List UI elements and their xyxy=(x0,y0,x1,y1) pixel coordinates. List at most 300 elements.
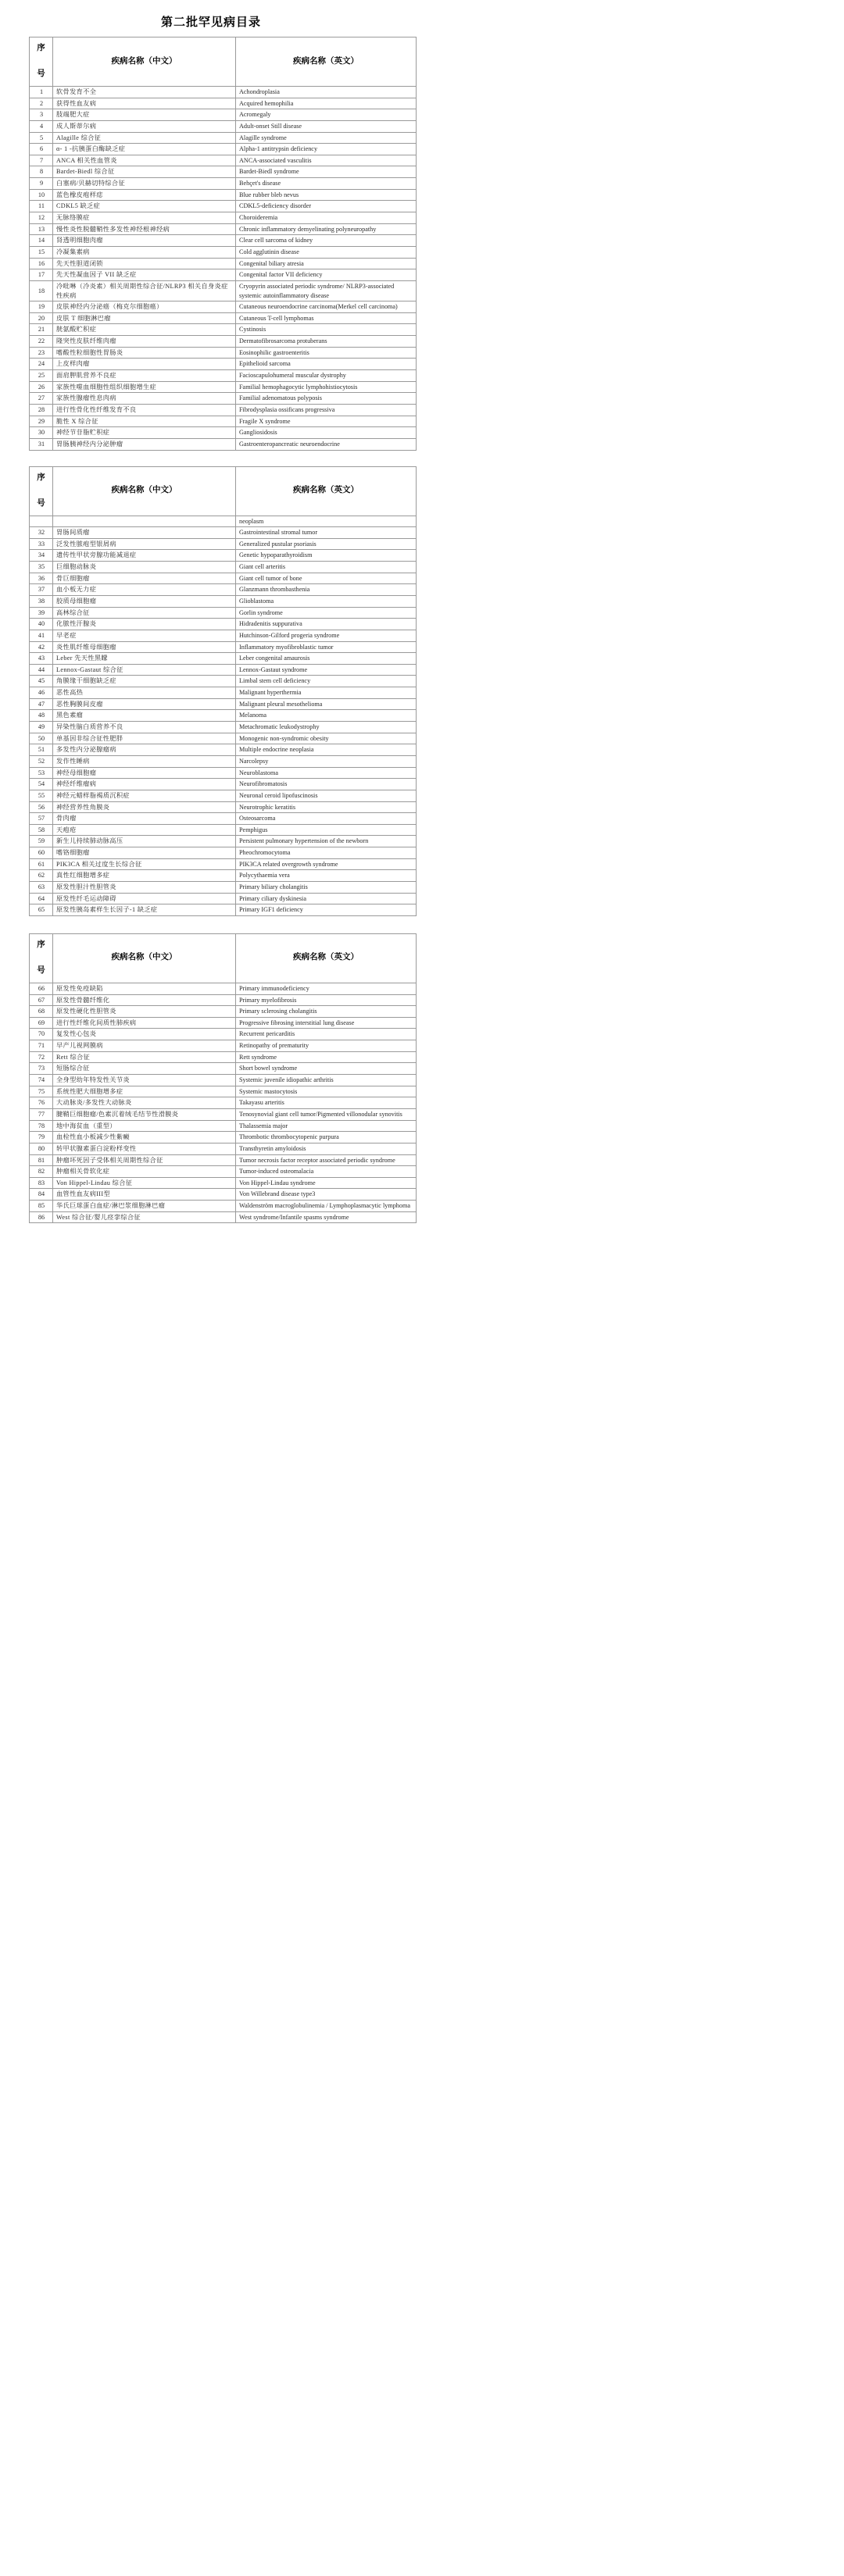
cell-disease-name-en: Monogenic non-syndromic obesity xyxy=(236,733,417,744)
cell-disease-name-en: Gastrointestinal stromal tumor xyxy=(236,527,417,539)
cell-disease-name-cn: 肢端肥大症 xyxy=(53,109,236,121)
column-header-no-line1: 序 xyxy=(37,473,45,482)
cell-disease-name-en: Polycythaemia vera xyxy=(236,870,417,882)
table-row xyxy=(30,1063,417,1075)
cell-disease-name-cn: 骨巨细胞瘤 xyxy=(53,573,236,584)
table-row xyxy=(30,189,417,201)
column-header-no xyxy=(30,37,53,87)
column-header-cn-label: 疾病名称（中文） xyxy=(111,953,177,962)
cell-no: 20 xyxy=(30,312,53,324)
cell-disease-name-en: Dermatofibrosarcoma protuberans xyxy=(236,336,417,348)
cell-disease-name-cn: 肿瘤相关骨软化症 xyxy=(53,1166,236,1178)
cell-disease-name-cn: 神经母细胞瘤 xyxy=(53,767,236,779)
table-row xyxy=(30,144,417,155)
table-row xyxy=(30,527,417,539)
cell-disease-name-cn: 肿瘤坏死因子受体相关周期性综合征 xyxy=(53,1154,236,1166)
cell-disease-name-cn: 泛发性脓疱型银屑病 xyxy=(53,538,236,550)
cell-disease-name-en: Malignant pleural mesothelioma xyxy=(236,698,417,710)
cell-no: 32 xyxy=(30,527,53,539)
table-row xyxy=(30,201,417,212)
cell-disease-name-cn: 早产儿视网膜病 xyxy=(53,1040,236,1052)
cell-disease-name-cn xyxy=(53,516,236,527)
table-row xyxy=(30,1040,417,1052)
rare-disease-table-3 xyxy=(29,933,417,1223)
cell-disease-name-cn: 先天性胆道闭锁 xyxy=(53,258,236,269)
cell-no: 30 xyxy=(30,427,53,439)
table-row xyxy=(30,538,417,550)
cell-disease-name-en: Tumor necrosis factor receptor associated periodic syndrome xyxy=(236,1154,417,1166)
cell-disease-name-en: Giant cell tumor of bone xyxy=(236,573,417,584)
cell-disease-name-en: Von Hippel-Lindau syndrome xyxy=(236,1177,417,1189)
cell-disease-name-en: Giant cell arteritis xyxy=(236,562,417,573)
cell-disease-name-en: Von Willebrand disease type3 xyxy=(236,1189,417,1201)
cell-disease-name-cn: 黑色素瘤 xyxy=(53,710,236,722)
cell-disease-name-en: Tenosynovial giant cell tumor/Pigmented villonodular synovitis xyxy=(236,1108,417,1120)
cell-no: 38 xyxy=(30,595,53,607)
table-row xyxy=(30,212,417,224)
cell-disease-name-en: Lennox-Gastaut syndrome xyxy=(236,664,417,676)
table-row xyxy=(30,1154,417,1166)
table-row xyxy=(30,1143,417,1154)
cell-disease-name-en: Primary ciliary dyskinesia xyxy=(236,893,417,904)
cell-disease-name-en: Facioscapulohumeral muscular dystrophy xyxy=(236,370,417,382)
cell-no: 25 xyxy=(30,370,53,382)
cell-disease-name-en: Clear cell sarcoma of kidney xyxy=(236,235,417,247)
cell-no: 54 xyxy=(30,779,53,790)
cell-disease-name-cn: 原发性硬化性胆管炎 xyxy=(53,1006,236,1018)
table-row xyxy=(30,1051,417,1063)
cell-no: 3 xyxy=(30,109,53,121)
table-row xyxy=(30,1211,417,1223)
table-row xyxy=(30,269,417,281)
cell-disease-name-cn: 真性红细胞增多症 xyxy=(53,870,236,882)
cell-disease-name-en: West syndrome/Infantile spasms syndrome xyxy=(236,1211,417,1223)
cell-disease-name-cn: 先天性凝血因子 VII 缺乏症 xyxy=(53,269,236,281)
cell-no: 15 xyxy=(30,246,53,258)
table-row xyxy=(30,1120,417,1132)
cell-disease-name-cn: 地中海贫血（重型） xyxy=(53,1120,236,1132)
table-row xyxy=(30,983,417,994)
cell-no: 33 xyxy=(30,538,53,550)
cell-no: 39 xyxy=(30,607,53,619)
cell-disease-name-cn: PIK3CA 相关过度生长综合征 xyxy=(53,858,236,870)
cell-disease-name-cn: 胶质母细胞瘤 xyxy=(53,595,236,607)
cell-disease-name-cn: 发作性睡病 xyxy=(53,755,236,767)
table-row xyxy=(30,1108,417,1120)
cell-disease-name-en: neoplasm xyxy=(236,516,417,527)
cell-disease-name-en: Thalassemia major xyxy=(236,1120,417,1132)
table-row xyxy=(30,1132,417,1144)
cell-no: 36 xyxy=(30,573,53,584)
cell-disease-name-en: Adult-onset Still disease xyxy=(236,120,417,132)
cell-no: 6 xyxy=(30,144,53,155)
cell-no: 19 xyxy=(30,301,53,313)
cell-disease-name-cn: 血小板无力症 xyxy=(53,584,236,596)
cell-no: 48 xyxy=(30,710,53,722)
table-row xyxy=(30,235,417,247)
cell-no: 76 xyxy=(30,1097,53,1109)
cell-disease-name-cn: Von Hippel-Lindau 综合征 xyxy=(53,1177,236,1189)
cell-no: 74 xyxy=(30,1075,53,1086)
table-row xyxy=(30,516,417,527)
cell-disease-name-cn: 骨肉瘤 xyxy=(53,813,236,825)
table-row xyxy=(30,1075,417,1086)
cell-disease-name-cn: 获得性血友病 xyxy=(53,98,236,109)
cell-disease-name-en: Epithelioid sarcoma xyxy=(236,359,417,370)
cell-disease-name-en: Takayasu arteritis xyxy=(236,1097,417,1109)
header-row xyxy=(30,933,417,983)
cell-no: 10 xyxy=(30,189,53,201)
cell-disease-name-cn: Bardet-Biedl 综合征 xyxy=(53,166,236,178)
cell-no: 23 xyxy=(30,347,53,359)
cell-disease-name-cn: West 综合征/婴儿痉挛综合征 xyxy=(53,1211,236,1223)
cell-no: 71 xyxy=(30,1040,53,1052)
cell-disease-name-cn: 全身型幼年特发性关节炎 xyxy=(53,1075,236,1086)
table-row xyxy=(30,155,417,166)
cell-disease-name-en: Familial hemophagocytic lymphohistiocytosis xyxy=(236,381,417,393)
table-row xyxy=(30,779,417,790)
cell-disease-name-en: Multiple endocrine neoplasia xyxy=(236,744,417,756)
cell-no: 70 xyxy=(30,1029,53,1040)
table-section-3-wrapper xyxy=(0,933,422,1223)
cell-disease-name-en: Tumor-induced osteomalacia xyxy=(236,1166,417,1178)
column-header-en-label: 疾病名称（英文） xyxy=(293,486,359,495)
cell-no: 69 xyxy=(30,1017,53,1029)
cell-no: 63 xyxy=(30,882,53,894)
cell-disease-name-en: Eosinophilic gastroenteritis xyxy=(236,347,417,359)
cell-disease-name-en: ANCA-associated vasculitis xyxy=(236,155,417,166)
cell-disease-name-en: Generalized pustular psoriasis xyxy=(236,538,417,550)
section-divider-1 xyxy=(0,451,422,466)
table-row xyxy=(30,1189,417,1201)
table-row xyxy=(30,722,417,733)
cell-no: 81 xyxy=(30,1154,53,1166)
cell-no: 77 xyxy=(30,1108,53,1120)
cell-disease-name-en: Transthyretin amyloidosis xyxy=(236,1143,417,1154)
cell-no: 5 xyxy=(30,132,53,144)
cell-disease-name-en: CDKL5-deficiency disorder xyxy=(236,201,417,212)
table-row xyxy=(30,836,417,847)
table-row xyxy=(30,301,417,313)
cell-disease-name-en: Inflammatory myofibroblastic tumor xyxy=(236,641,417,653)
table-row xyxy=(30,744,417,756)
cell-no: 72 xyxy=(30,1051,53,1063)
cell-disease-name-cn: 面肩胛肌营养不良症 xyxy=(53,370,236,382)
table-row xyxy=(30,1097,417,1109)
cell-disease-name-cn: 神经节苷脂贮积症 xyxy=(53,427,236,439)
cell-disease-name-cn: 蓝色橡皮疱样痣 xyxy=(53,189,236,201)
column-header-no-line2: 号 xyxy=(37,70,45,79)
table-row xyxy=(30,312,417,324)
table-row xyxy=(30,393,417,405)
table-row xyxy=(30,359,417,370)
table-row xyxy=(30,858,417,870)
cell-no: 47 xyxy=(30,698,53,710)
table-row xyxy=(30,1006,417,1018)
table-header xyxy=(30,466,417,516)
cell-no: 18 xyxy=(30,280,53,301)
cell-disease-name-en: Metachromatic leukodystrophy xyxy=(236,722,417,733)
cell-no: 28 xyxy=(30,404,53,416)
table-row xyxy=(30,882,417,894)
cell-no: 80 xyxy=(30,1143,53,1154)
cell-disease-name-cn: Leber 先天性黑矇 xyxy=(53,653,236,665)
cell-no: 44 xyxy=(30,664,53,676)
cell-no: 52 xyxy=(30,755,53,767)
cell-disease-name-cn: 软骨发育不全 xyxy=(53,87,236,98)
cell-disease-name-en: Cold agglutinin disease xyxy=(236,246,417,258)
cell-disease-name-cn: 慢性炎性脱髓鞘性多发性神经根神经病 xyxy=(53,223,236,235)
cell-disease-name-cn: 巨细胞动脉炎 xyxy=(53,562,236,573)
cell-no: 59 xyxy=(30,836,53,847)
table-row xyxy=(30,641,417,653)
rare-disease-table-1 xyxy=(29,37,417,451)
cell-disease-name-cn: 异染性脑白质营养不良 xyxy=(53,722,236,733)
cell-no: 26 xyxy=(30,381,53,393)
cell-disease-name-cn: 恶性高热 xyxy=(53,687,236,699)
cell-disease-name-en: Acquired hemophilia xyxy=(236,98,417,109)
table-row xyxy=(30,653,417,665)
cell-no: 66 xyxy=(30,983,53,994)
table-row xyxy=(30,584,417,596)
table-body-2 xyxy=(30,516,417,915)
column-header-no xyxy=(30,933,53,983)
cell-disease-name-cn: 家族性噬血细胞性组织细胞增生症 xyxy=(53,381,236,393)
section-divider-2 xyxy=(0,916,422,933)
cell-no: 9 xyxy=(30,178,53,190)
table-row xyxy=(30,710,417,722)
cell-no: 84 xyxy=(30,1189,53,1201)
cell-disease-name-en: Hidradenitis suppurativa xyxy=(236,619,417,630)
table-row xyxy=(30,1201,417,1212)
table-row xyxy=(30,790,417,801)
cell-no: 35 xyxy=(30,562,53,573)
cell-disease-name-en: Familial adenomatous polyposis xyxy=(236,393,417,405)
cell-no: 64 xyxy=(30,893,53,904)
cell-disease-name-cn: 高林综合征 xyxy=(53,607,236,619)
table-row xyxy=(30,755,417,767)
cell-disease-name-en: Gorlin syndrome xyxy=(236,607,417,619)
cell-disease-name-cn: 原发性骨髓纤维化 xyxy=(53,994,236,1006)
table-row xyxy=(30,416,417,427)
cell-disease-name-en: Hutchinson-Gilford progeria syndrome xyxy=(236,630,417,641)
cell-disease-name-cn: 恶性胸膜间皮瘤 xyxy=(53,698,236,710)
cell-disease-name-en: Bardet-Biedl syndrome xyxy=(236,166,417,178)
table-row xyxy=(30,280,417,301)
cell-disease-name-cn: 遗传性甲状旁腺功能减退症 xyxy=(53,550,236,562)
table-row xyxy=(30,336,417,348)
page-title: 第二批罕见病目录 xyxy=(160,16,261,29)
cell-disease-name-cn: 原发性纤毛运动障碍 xyxy=(53,893,236,904)
cell-no: 22 xyxy=(30,336,53,348)
cell-disease-name-cn: 早老症 xyxy=(53,630,236,641)
table-row xyxy=(30,347,417,359)
cell-disease-name-en: Neuroblastoma xyxy=(236,767,417,779)
column-header-no-line1: 序 xyxy=(37,940,45,949)
cell-disease-name-en: Primary sclerosing cholangitis xyxy=(236,1006,417,1018)
table-row xyxy=(30,664,417,676)
cell-disease-name-cn: 短肠综合征 xyxy=(53,1063,236,1075)
cell-disease-name-cn: 原发性胰岛素样生长因子-1 缺乏症 xyxy=(53,904,236,916)
cell-no: 67 xyxy=(30,994,53,1006)
cell-disease-name-en: Short bowel syndrome xyxy=(236,1063,417,1075)
table-row xyxy=(30,824,417,836)
cell-no: 4 xyxy=(30,120,53,132)
cell-disease-name-cn: 胱氨酸贮积症 xyxy=(53,324,236,336)
document-page xyxy=(0,0,422,1223)
table-row xyxy=(30,813,417,825)
cell-disease-name-cn: CDKL5 缺乏症 xyxy=(53,201,236,212)
table-header xyxy=(30,933,417,983)
table-row xyxy=(30,223,417,235)
cell-no: 82 xyxy=(30,1166,53,1178)
table-row xyxy=(30,733,417,744)
column-header-cn-label: 疾病名称（中文） xyxy=(111,56,177,66)
cell-no: 11 xyxy=(30,201,53,212)
cell-disease-name-cn: 脆性 X 综合征 xyxy=(53,416,236,427)
cell-no: 85 xyxy=(30,1201,53,1212)
column-header-en xyxy=(236,933,417,983)
cell-no: 1 xyxy=(30,87,53,98)
cell-no: 8 xyxy=(30,166,53,178)
table-row xyxy=(30,870,417,882)
column-header-no xyxy=(30,466,53,516)
cell-disease-name-en: Pemphigus xyxy=(236,824,417,836)
cell-no: 62 xyxy=(30,870,53,882)
cell-disease-name-en: Fragile X syndrome xyxy=(236,416,417,427)
table-row xyxy=(30,404,417,416)
cell-disease-name-cn: 胃肠胰神经内分泌肿瘤 xyxy=(53,438,236,450)
cell-disease-name-cn: 大动脉炎/多发性大动脉炎 xyxy=(53,1097,236,1109)
cell-disease-name-cn: ANCA 相关性血管炎 xyxy=(53,155,236,166)
table-row xyxy=(30,687,417,699)
cell-no: 79 xyxy=(30,1132,53,1144)
column-header-cn xyxy=(53,37,236,87)
column-header-cn xyxy=(53,933,236,983)
table-row xyxy=(30,166,417,178)
cell-disease-name-cn: 原发性胆汁性胆管炎 xyxy=(53,882,236,894)
table-section-2-wrapper xyxy=(0,466,422,916)
table-row xyxy=(30,120,417,132)
cell-disease-name-en: Rett syndrome xyxy=(236,1051,417,1063)
table-row xyxy=(30,1177,417,1189)
cell-disease-name-cn: α- 1 -抗胰蛋白酶缺乏症 xyxy=(53,144,236,155)
cell-no: 53 xyxy=(30,767,53,779)
cell-disease-name-cn: 新生儿持续肺动脉高压 xyxy=(53,836,236,847)
cell-disease-name-en: Cutaneous T-cell lymphomas xyxy=(236,312,417,324)
table-row xyxy=(30,619,417,630)
column-header-no-line1: 序 xyxy=(37,44,45,52)
cell-disease-name-cn: 胃肠间质瘤 xyxy=(53,527,236,539)
cell-disease-name-en: Choroideremia xyxy=(236,212,417,224)
column-header-en xyxy=(236,37,417,87)
cell-disease-name-en: Neuronal ceroid lipofuscinosis xyxy=(236,790,417,801)
cell-disease-name-cn: 原发性免疫缺陷 xyxy=(53,983,236,994)
cell-disease-name-en: Primary immunodeficiency xyxy=(236,983,417,994)
cell-disease-name-cn: 天疱疮 xyxy=(53,824,236,836)
cell-disease-name-en: Cutaneous neuroendocrine carcinoma(Merkel cell carcinoma) xyxy=(236,301,417,313)
column-header-cn xyxy=(53,466,236,516)
column-header-no-line2: 号 xyxy=(37,966,45,976)
table-row xyxy=(30,801,417,813)
cell-disease-name-cn: 炎性肌纤维母细胞瘤 xyxy=(53,641,236,653)
table-row xyxy=(30,573,417,584)
cell-no: 13 xyxy=(30,223,53,235)
table-row xyxy=(30,893,417,904)
cell-disease-name-cn: 单基因非综合征性肥胖 xyxy=(53,733,236,744)
cell-disease-name-en: Alagille syndrome xyxy=(236,132,417,144)
column-header-no-line2: 号 xyxy=(37,498,45,508)
cell-disease-name-cn: 血栓性血小板减少性紫癜 xyxy=(53,1132,236,1144)
cell-no: 42 xyxy=(30,641,53,653)
cell-no: 17 xyxy=(30,269,53,281)
cell-disease-name-en: Melanoma xyxy=(236,710,417,722)
cell-disease-name-cn: 家族性腺瘤性息肉病 xyxy=(53,393,236,405)
cell-disease-name-en: Systemic juvenile idiopathic arthritis xyxy=(236,1075,417,1086)
cell-no: 27 xyxy=(30,393,53,405)
table-row xyxy=(30,87,417,98)
cell-disease-name-cn: 冷吡啉（冷炎素）相关周期性综合征/NLRP3 相关自身炎症性疾病 xyxy=(53,280,236,301)
table-row xyxy=(30,98,417,109)
table-row xyxy=(30,109,417,121)
cell-no: 43 xyxy=(30,653,53,665)
table-row xyxy=(30,630,417,641)
rare-disease-table-2 xyxy=(29,466,417,916)
cell-no: 60 xyxy=(30,847,53,859)
cell-disease-name-en: Systemic mastocytosis xyxy=(236,1086,417,1097)
cell-disease-name-en: Genetic hypoparathyroidism xyxy=(236,550,417,562)
column-header-cn-label: 疾病名称（中文） xyxy=(111,486,177,495)
cell-disease-name-cn: 复发性心包炎 xyxy=(53,1029,236,1040)
cell-disease-name-cn: 进行性纤维化间质性肺疾病 xyxy=(53,1017,236,1029)
cell-no: 7 xyxy=(30,155,53,166)
cell-no: 24 xyxy=(30,359,53,370)
cell-disease-name-en: Congenital factor VII deficiency xyxy=(236,269,417,281)
table-section-1-wrapper xyxy=(0,37,422,451)
table-row xyxy=(30,676,417,687)
table-row xyxy=(30,438,417,450)
cell-disease-name-cn: 转甲状腺素蛋白淀粉样变性 xyxy=(53,1143,236,1154)
cell-disease-name-cn: 化脓性汗腺炎 xyxy=(53,619,236,630)
table-row xyxy=(30,1029,417,1040)
cell-no: 21 xyxy=(30,324,53,336)
table-row xyxy=(30,550,417,562)
cell-no: 56 xyxy=(30,801,53,813)
cell-disease-name-en: Waldenström macroglobulinemia / Lymphoplasmacytic lymphoma xyxy=(236,1201,417,1212)
cell-disease-name-en: PIK3CA related overgrowth syndrome xyxy=(236,858,417,870)
cell-no: 50 xyxy=(30,733,53,744)
cell-disease-name-cn: 系统性肥大细胞增多症 xyxy=(53,1086,236,1097)
cell-disease-name-cn: 无脉络膜症 xyxy=(53,212,236,224)
header-row xyxy=(30,37,417,87)
cell-no: 37 xyxy=(30,584,53,596)
cell-no: 55 xyxy=(30,790,53,801)
table-row xyxy=(30,698,417,710)
column-header-en xyxy=(236,466,417,516)
cell-disease-name-cn: Rett 综合征 xyxy=(53,1051,236,1063)
table-row xyxy=(30,370,417,382)
cell-no: 12 xyxy=(30,212,53,224)
cell-no: 2 xyxy=(30,98,53,109)
cell-disease-name-cn: Lennox-Gastaut 综合征 xyxy=(53,664,236,676)
cell-no: 41 xyxy=(30,630,53,641)
cell-no: 83 xyxy=(30,1177,53,1189)
cell-disease-name-en: Osteosarcoma xyxy=(236,813,417,825)
cell-disease-name-en: Persistent pulmonary hypertension of the newborn xyxy=(236,836,417,847)
cell-no: 34 xyxy=(30,550,53,562)
cell-no: 14 xyxy=(30,235,53,247)
cell-no: 68 xyxy=(30,1006,53,1018)
